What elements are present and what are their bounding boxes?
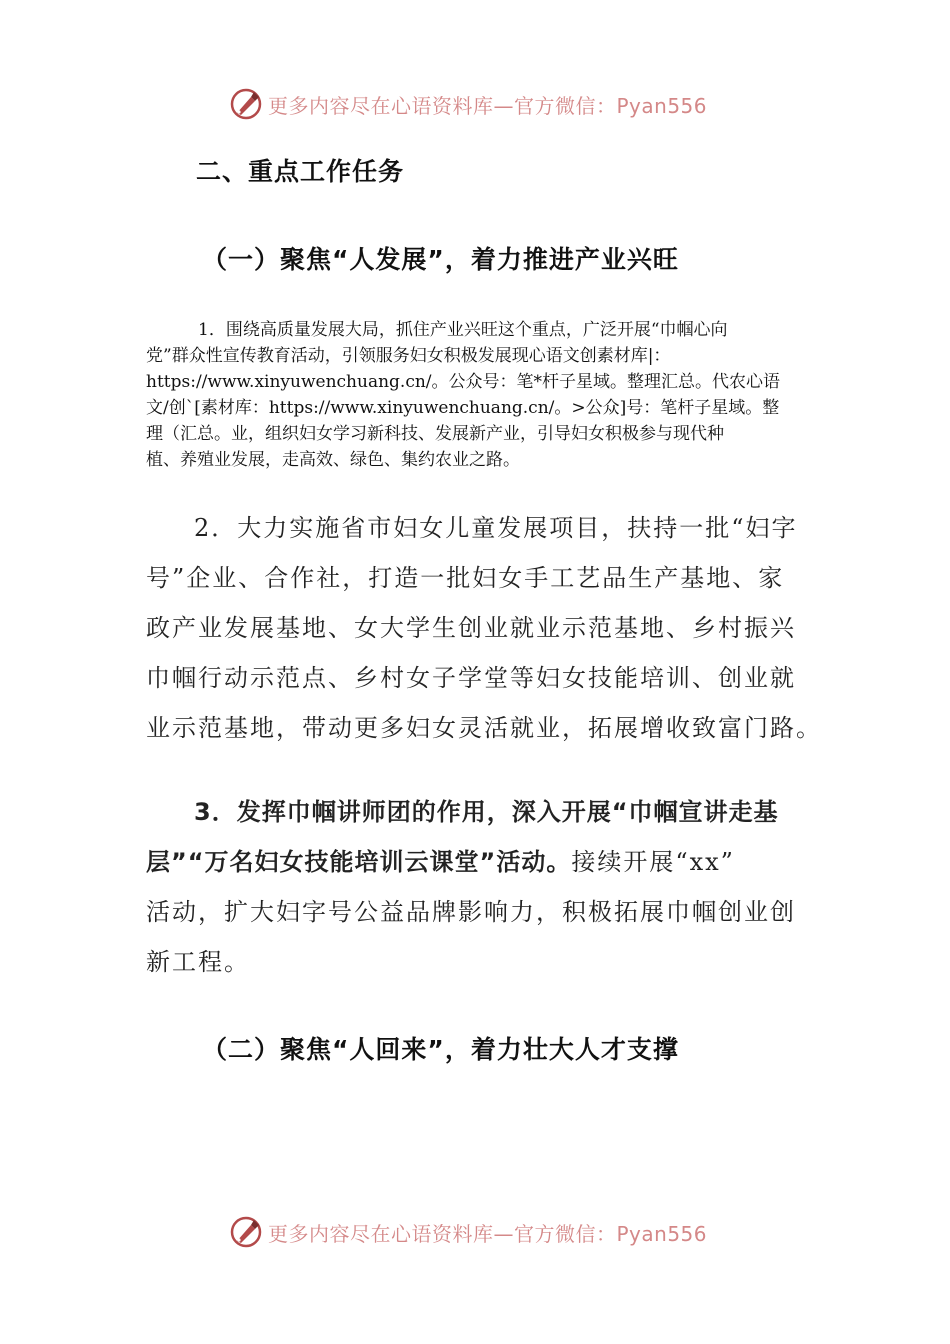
paragraph-3-line-bold: 3．发挥巾帼讲师团的作用，深入开展“巾帼宣讲走基 xyxy=(194,798,779,826)
paragraph-2-line: 政产业发展基地、女大学生创业就业示范基地、乡村振兴 xyxy=(146,614,796,642)
paragraph-3-bold-span: 层”“万名妇女技能培训云课堂”活动。 xyxy=(146,848,572,876)
pen-nib-logo-icon xyxy=(228,86,264,122)
main-heading: 二、重点工作任务 xyxy=(196,157,405,186)
paragraph-2-line: 号”企业、合作社，打造一批妇女手工艺品生产基地、家 xyxy=(146,564,785,592)
paragraph-1-line: 1．围绕高质量发展大局，抓住产业兴旺这个重点，广泛开展“巾帼心向 xyxy=(198,320,728,340)
paragraph-3-normal-span: 接续开展“xx” xyxy=(571,848,735,876)
watermark-text: 更多内容尽在心语资料库—官方微信：Pyan556 xyxy=(268,93,708,118)
paragraph-2-line: 业示范基地，带动更多妇女灵活就业，拓展增收致富门路。 xyxy=(146,714,822,742)
paragraph-1-line: https://www.xinyuwenchuang.cn/。公众号：笔*杆子星域。整理汇总。代农心语 xyxy=(146,372,781,392)
watermark-text: 更多内容尽在心语资料库—官方微信：Pyan556 xyxy=(268,1221,708,1246)
pen-nib-logo-icon xyxy=(228,1214,264,1250)
paragraph-3-line-mixed xyxy=(146,837,810,887)
paragraph-1-line: 理（汇总。业，组织妇女学习新科技、发展新产业，引导妇女积极参与现代种 xyxy=(146,424,724,444)
paragraph-2-line: 2．大力实施省市妇女儿童发展项目，扶持一批“妇字 xyxy=(194,514,798,542)
watermark-banner-top xyxy=(228,84,728,124)
paragraph-1-line: 党”群众性宣传教育活动，引领服务妇女积极发展现心语文创素材库|： xyxy=(146,346,671,366)
paragraph-2-line: 巾帼行动示范点、乡村女子学堂等妇女技能培训、创业就 xyxy=(146,664,796,692)
paragraph-3-line: 新工程。 xyxy=(146,948,250,976)
paragraph-3 xyxy=(146,787,810,987)
paragraph-2 xyxy=(146,503,822,753)
paragraph-3-line: 活动，扩大妇字号公益品牌影响力，积极拓展巾帼创业创 xyxy=(146,898,796,926)
paragraph-1 xyxy=(146,317,810,473)
paragraph-1-line: 文/创`[素材库：https://www.xinyuwenchuang.cn/。>公众]号：笔杆子星域。整 xyxy=(146,398,780,418)
section-title-2: （二）聚焦“人回来”，着力壮大人才支撑 xyxy=(202,1035,679,1064)
section-title-1: （一）聚焦“人发展”，着力推进产业兴旺 xyxy=(202,245,679,274)
watermark-banner-bottom xyxy=(228,1212,728,1252)
paragraph-1-line: 植、养殖业发展，走高效、绿色、集约农业之路。 xyxy=(146,450,520,470)
